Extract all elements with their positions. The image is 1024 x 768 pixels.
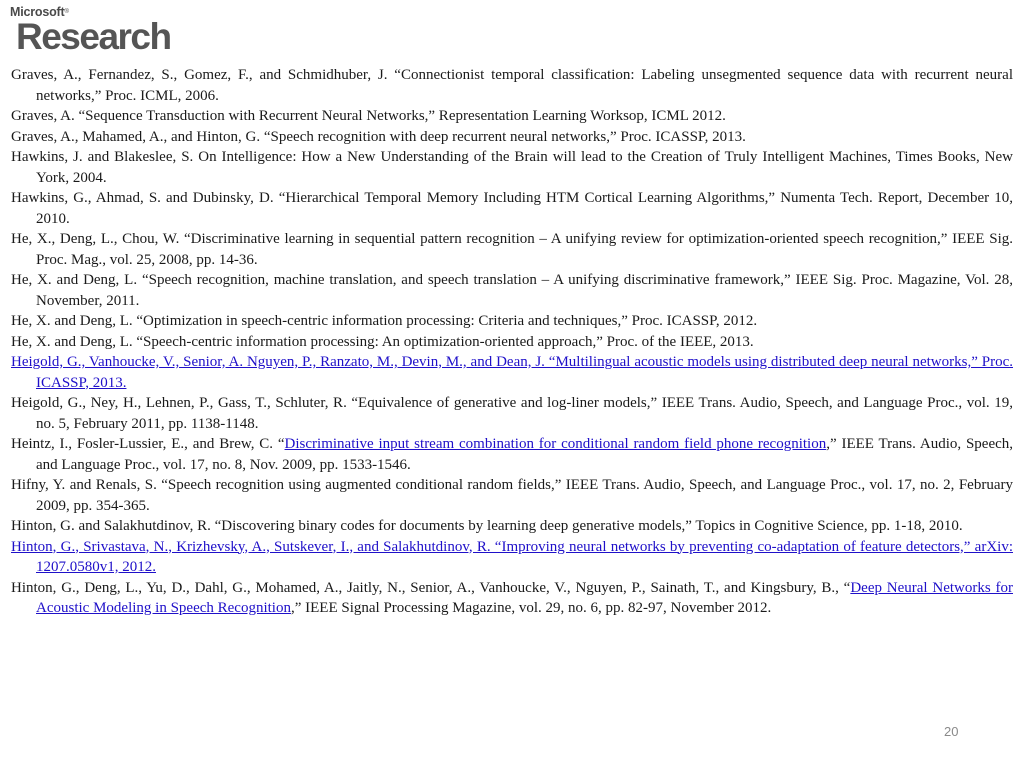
page-number: 20: [944, 724, 959, 739]
reference-item: Heigold, G., Ney, H., Lehnen, P., Gass, T., Schluter, R. “Equivalence of generative and log-liner models,” IEEE Trans. Audio, Speech, and Language Proc., vol. 19, no. 5, February 2011, pp. 1138-1148.: [11, 395, 1013, 432]
reference-item: Hifny, Y. and Renals, S. “Speech recognition using augmented conditional random fields,” IEEE Trans. Audio, Speech, and Language Proc., vol. 17, no. 2, February 2009, pp. 354-365.: [11, 477, 1013, 514]
reference-link[interactable]: Hinton, G., Srivastava, N., Krizhevsky, A., Sutskever, I., and Salakhutdinov, R. “Improving neural networks by preventing co-adaptation of feature detectors,” arXiv: 1207.0580v1, 2012.: [11, 538, 1013, 575]
reference-text-before: Hinton, G., Deng, L., Yu, D., Dahl, G., Mohamed, A., Jaitly, N., Senior, A., Vanhoucke, V., Nguyen, P., Sainath, T., and Kingsbury, B., “: [11, 579, 851, 596]
logo-brand: [10, 5, 171, 19]
logo-registered-mark: ®: [64, 9, 69, 15]
reference-item: Graves, A., Mahamed, A., and Hinton, G. “Speech recognition with deep recurrent neural networks,” Proc. ICASSP, 2013.: [11, 128, 746, 145]
reference-item: Hawkins, J. and Blakeslee, S. On Intelligence: How a New Understanding of the Brain will lead to the Creation of Truly Intelligent Machines, Times Books, New York, 2004.: [11, 149, 1013, 186]
reference-item: Graves, A., Fernandez, S., Gomez, F., and Schmidhuber, J. “Connectionist temporal classification: Labeling unsegmented sequence data with recurrent neural networks,” Proc. ICML, 2006.: [11, 67, 1013, 104]
reference-item: Graves, A. “Sequence Transduction with Recurrent Neural Networks,” Representation Learning Worksop, ICML 2012.: [11, 108, 726, 124]
reference-item: Hawkins, G., Ahmad, S. and Dubinsky, D. “Hierarchical Temporal Memory Including HTM Cortical Learning Algorithms,” Numenta Tech. Report, December 10, 2010.: [11, 190, 1013, 227]
reference-link[interactable]: Deep Neural Networks for Acoustic Modeling in Speech Recognition: [36, 579, 1013, 616]
reference-item: He, X. and Deng, L. “Speech recognition, machine translation, and speech translation – A unifying discriminative framework,” IEEE Sig. Proc. Magazine, Vol. 28, November, 2011.: [11, 272, 1013, 309]
microsoft-research-logo: [10, 5, 171, 55]
reference-text-after: ,” IEEE Signal Processing Magazine, vol. 29, no. 6, pp. 82-97, November 2012.: [290, 600, 772, 616]
logo-name: Research: [16, 16, 171, 57]
reference-item: [11, 578, 1013, 619]
reference-item: [11, 434, 1013, 475]
reference-item: He, X. and Deng, L. “Speech-centric information processing: An optimization-oriented approach,” Proc. of the IEEE, 2013.: [11, 333, 754, 350]
reference-item-linked: [11, 352, 1013, 393]
reference-text-after: ,” IEEE Trans. Audio, Speech, and Language Proc., vol. 17, no. 8, Nov. 2009, pp. 1533-1546.: [36, 436, 1014, 473]
logo-brand-text: Microsoft: [10, 5, 65, 19]
reference-item: He, X. and Deng, L. “Optimization in speech-centric information processing: Criteria and techniques,” Proc. ICASSP, 2012.: [11, 313, 758, 329]
reference-link[interactable]: Discriminative input stream combination for conditional random field phone recognition: [284, 436, 827, 452]
reference-item-linked: [11, 537, 1013, 578]
reference-link[interactable]: Heigold, G., Vanhoucke, V., Senior, A. Nguyen, P., Ranzato, M., Devin, M., and Dean, J. “Multilingual acoustic models using distributed deep neural networks,” Proc. ICASSP, 2013.: [11, 354, 1013, 391]
reference-item: Hinton, G. and Salakhutdinov, R. “Discovering binary codes for documents by learning deep generative models,” Topics in Cognitive Science, pp. 1-18, 2010.: [11, 518, 963, 534]
reference-list: [11, 65, 1013, 619]
reference-item: He, X., Deng, L., Chou, W. “Discriminative learning in sequential pattern recognition – A unifying review for optimization-oriented speech recognition,” IEEE Sig. Proc. Mag., vol. 25, 2008, pp. 14-36.: [11, 231, 1013, 268]
reference-text-before: Heintz, I., Fosler-Lussier, E., and Brew, C. “: [11, 436, 285, 452]
